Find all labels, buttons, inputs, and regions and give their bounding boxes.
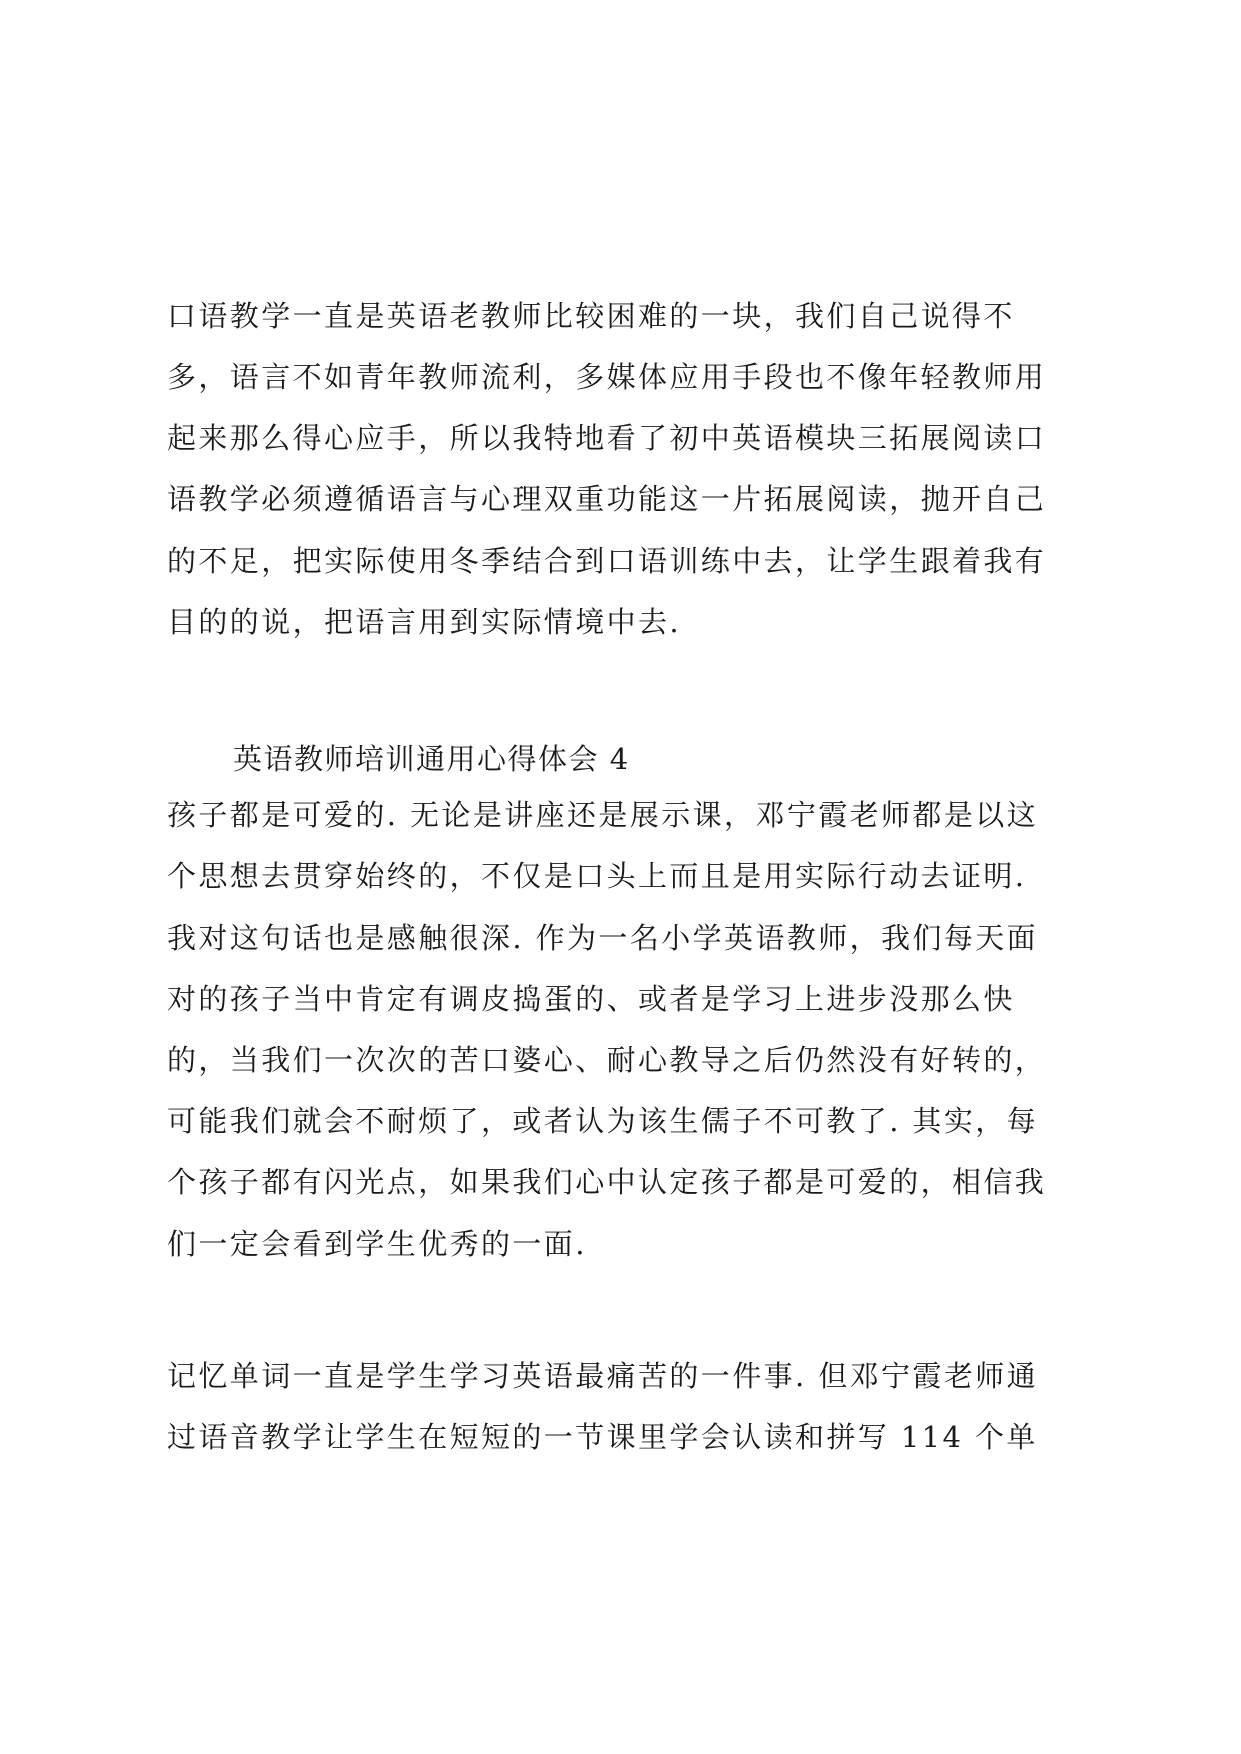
text-line: 过语音教学让学生在短短的一节课里学会认读和拼写 114 个单 [167,1420,1038,1454]
text-line: 多，语言不如青年教师流利，多媒体应用手段也不像年轻教师用 [167,360,1047,394]
section-heading: 英语教师培训通用心得体会 4 [233,742,630,776]
text-line: 对的孩子当中肯定有调皮捣蛋的、或者是学习上进步没那么快 [167,982,1015,1016]
text-line: 记忆单词一直是学生学习英语最痛苦的一件事. 但邓宁霞老师通 [167,1359,1039,1393]
text-line: 目的的说，把语言用到实际情境中去. [167,605,682,639]
text-line: 可能我们就会不耐烦了，或者认为该生儒子不可教了. 其实，每 [167,1104,1039,1138]
text-line: 孩子都是可爱的. 无论是讲座还是展示课，邓宁霞老师都是以这 [167,798,1039,832]
text-line: 语教学必须遵循语言与心理双重功能这一片拓展阅读，抛开自己 [167,482,1047,516]
text-line: 个思想去贯穿始终的，不仅是口头上而且是用实际行动去证明. [167,859,1027,893]
text-line: 的不足，把实际使用冬季结合到口语训练中去，让学生跟着我有 [167,544,1047,578]
text-line: 我对这句话也是感触很深. 作为一名小学英语教师，我们每天面 [167,921,1039,955]
text-line: 个孩子都有闪光点，如果我们心中认定孩子都是可爱的，相信我 [167,1165,1047,1199]
text-line: 们一定会看到学生优秀的一面. [167,1227,587,1261]
text-line: 口语教学一直是英语老教师比较困难的一块，我们自己说得不 [167,299,1015,333]
text-line: 的，当我们一次次的苦口婆心、耐心教导之后仍然没有好转的， [167,1043,1047,1077]
text-line: 起来那么得心应手，所以我特地看了初中英语模块三拓展阅读口 [167,421,1047,455]
